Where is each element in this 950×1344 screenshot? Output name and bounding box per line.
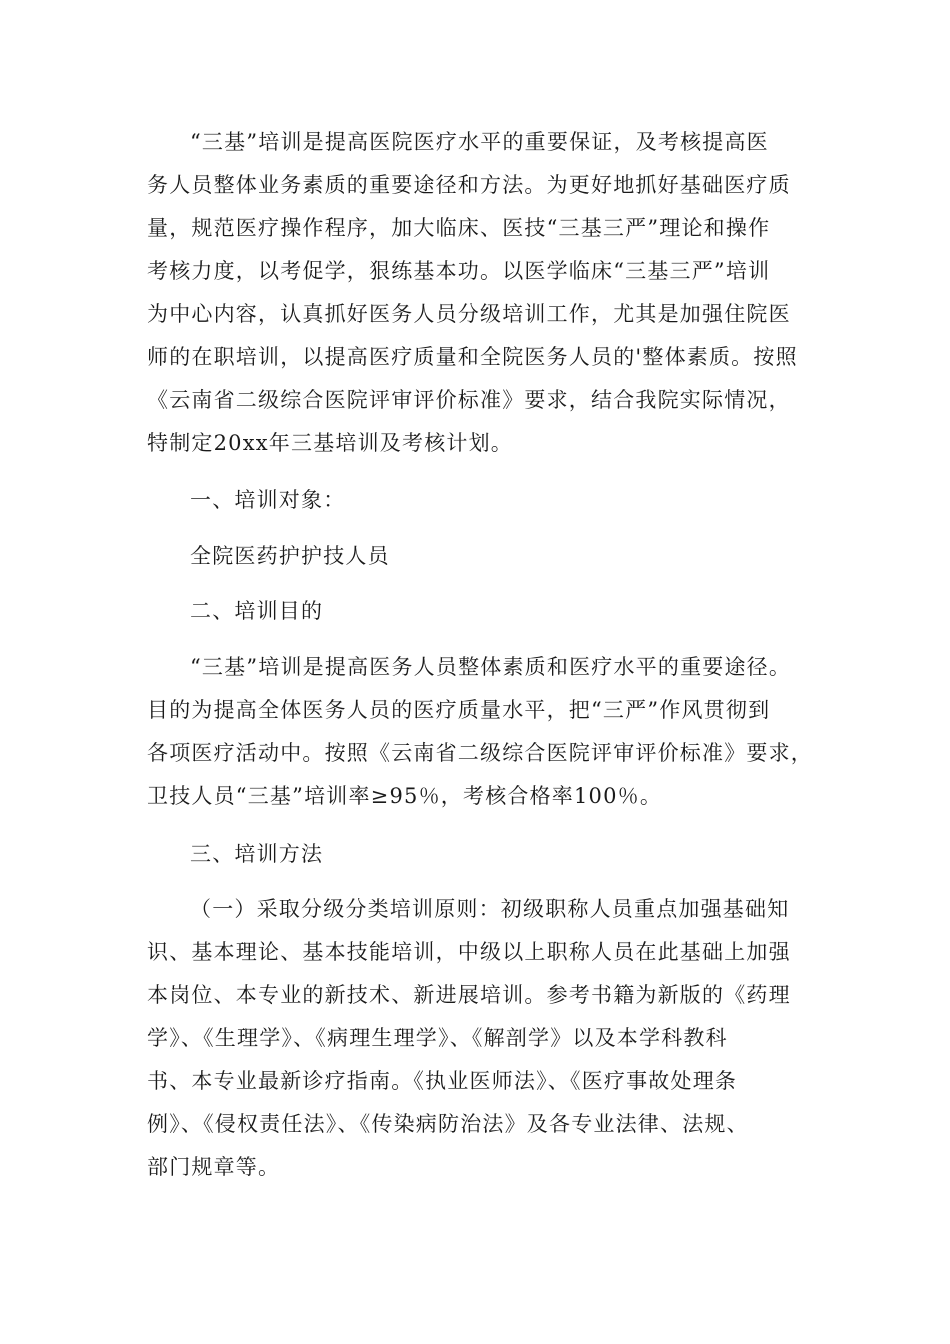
method-line: 例》、《侵权责任法》、《传染病防治法》及各专业法律、法规、 [147, 1112, 749, 1136]
intro-line: “三基”培训是提高医院医疗水平的重要保证，及考核提高医 [190, 130, 769, 154]
section-heading-targets: 一、培训对象： [190, 488, 346, 512]
intro-line: 师的在职培训，以提高医疗质量和全院医务人员的'整体素质。按照 [147, 345, 798, 369]
method-line: 识、基本理论、基本技能培训，中级以上职称人员在此基础上加强 [147, 940, 791, 964]
targets-text: 全院医药护护技人员 [190, 544, 390, 568]
section-heading-purpose: 二、培训目的 [190, 599, 324, 623]
section-heading-method: 三、培训方法 [190, 842, 324, 866]
purpose-line: “三基”培训是提高医务人员整体素质和医疗水平的重要途径。 [190, 655, 792, 679]
method-line: （一）采取分级分类培训原则：初级职称人员重点加强基础知 [190, 897, 790, 921]
method-line: 本岗位、本专业的新技术、新进展培训。参考书籍为新版的《药理 [147, 983, 791, 1007]
intro-line: 《云南省二级综合医院评审评价标准》要求，结合我院实际情况， [147, 388, 791, 412]
intro-line: 特制定20xx年三基培训及考核计划。 [147, 431, 514, 455]
intro-line: 务人员整体业务素质的重要途径和方法。为更好地抓好基础医疗质 [147, 173, 791, 197]
intro-line: 为中心内容，认真抓好医务人员分级培训工作，尤其是加强住院医 [147, 302, 791, 326]
intro-line: 量，规范医疗操作程序，加大临床、医技“三基三严”理论和操作 [147, 216, 771, 240]
method-line: 书、本专业最新诊疗指南。《执业医师法》、《医疗事故处理条 [147, 1069, 738, 1093]
purpose-line: 各项医疗活动中。按照《云南省二级综合医院评审评价标准》要求， [147, 741, 813, 765]
method-line: 学》、《生理学》、《病理生理学》、《解剖学》以及本学科教科 [147, 1026, 728, 1050]
purpose-line: 目的为提高全体医务人员的医疗质量水平，把“三严”作风贯彻到 [147, 698, 771, 722]
intro-line: 考核力度，以考促学，狠练基本功。以医学临床“三基三严”培训 [147, 259, 771, 283]
purpose-line: 卫技人员“三基”培训率≥95％，考核合格率100％。 [147, 784, 663, 808]
method-line: 部门规章等。 [147, 1155, 281, 1179]
